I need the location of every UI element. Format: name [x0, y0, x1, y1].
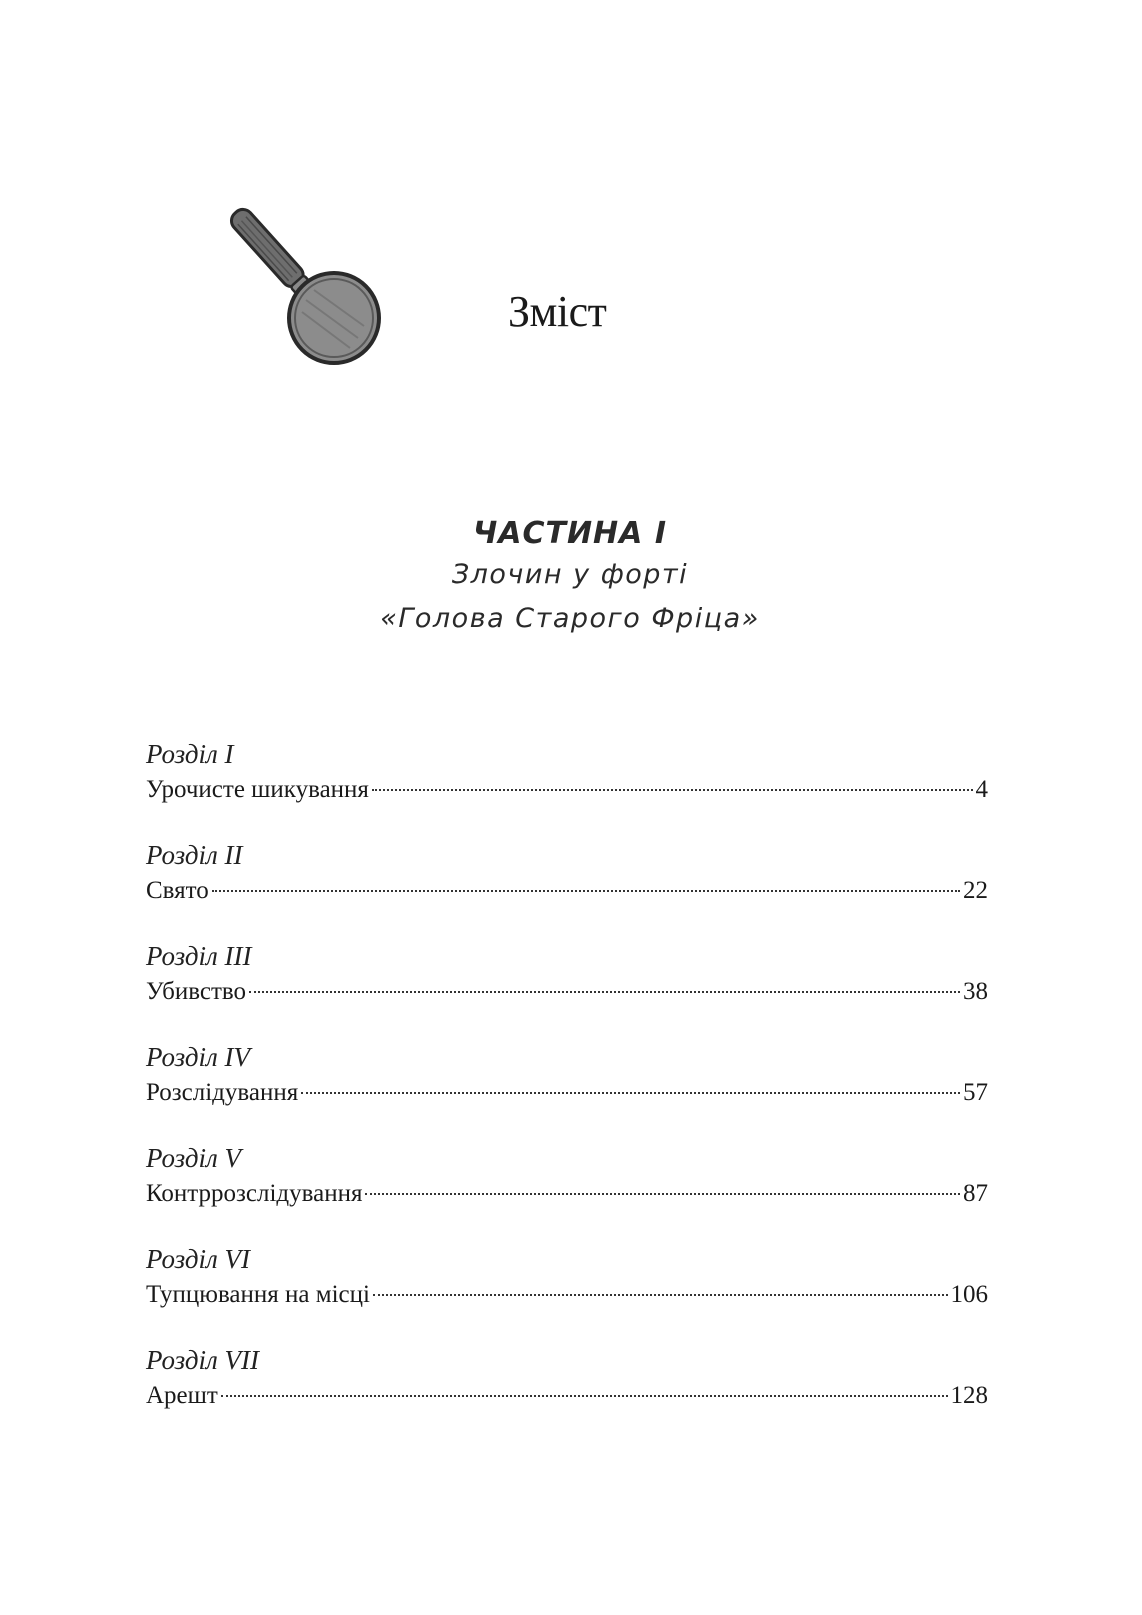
page-number: 128 [950, 1382, 988, 1409]
dot-leader [301, 1092, 960, 1094]
chapter-line [146, 976, 988, 1008]
chapter-title: Урочисте шикування [146, 776, 369, 803]
magnifying-glass-icon [188, 178, 398, 378]
chapter-title: Розслідування [146, 1079, 299, 1106]
chapter-label: Розділ ІІ [146, 840, 243, 870]
chapter-label: Розділ IV [146, 1042, 251, 1072]
chapter-line [146, 774, 988, 806]
dot-leader [372, 789, 973, 791]
dot-leader [249, 991, 960, 993]
toc-entry-6[interactable] [146, 1243, 988, 1344]
page-number: 22 [963, 877, 988, 904]
chapter-label: Розділ І [146, 739, 234, 769]
dot-leader [373, 1294, 948, 1296]
chapter-line [146, 875, 988, 907]
chapter-line [146, 1178, 988, 1210]
chapter-label: Розділ VII [146, 1345, 259, 1375]
part-subtitle-line-1: Злочин у форті [451, 559, 689, 590]
chapter-title: Убивство [146, 978, 247, 1005]
toc-entry-5[interactable] [146, 1142, 988, 1243]
toc-entry-2[interactable] [146, 839, 988, 940]
page-number: 87 [963, 1180, 988, 1207]
page-number: 38 [963, 978, 988, 1005]
part-heading: ЧАСТИНА І [473, 516, 667, 551]
part-subtitle-line-2: «Голова Старого Фріца» [380, 603, 760, 634]
chapter-line [146, 1077, 988, 1109]
toc-entry-4[interactable] [146, 1041, 988, 1142]
part-header [300, 515, 840, 641]
chapter-title: Тупцювання на місці [146, 1281, 370, 1308]
page-number: 57 [963, 1079, 988, 1106]
toc-entry-7[interactable] [146, 1344, 988, 1445]
toc-entry-1[interactable] [146, 738, 988, 839]
toc-entry-3[interactable] [146, 940, 988, 1041]
dot-leader [365, 1193, 960, 1195]
dot-leader [212, 890, 960, 892]
page-number: 4 [975, 776, 988, 803]
page-number: 106 [950, 1281, 988, 1308]
chapter-label: Розділ VI [146, 1244, 251, 1274]
chapter-title: Свято [146, 877, 209, 904]
chapter-line [146, 1279, 988, 1311]
chapter-label: Розділ V [146, 1143, 242, 1173]
page-title: Зміст [508, 287, 607, 336]
dot-leader [221, 1395, 948, 1397]
chapter-label: Розділ ІІІ [146, 941, 252, 971]
chapter-title: Арешт [146, 1382, 218, 1409]
chapter-title: Контррозслідування [146, 1180, 363, 1207]
table-of-contents [146, 738, 988, 1445]
chapter-line [146, 1380, 988, 1412]
